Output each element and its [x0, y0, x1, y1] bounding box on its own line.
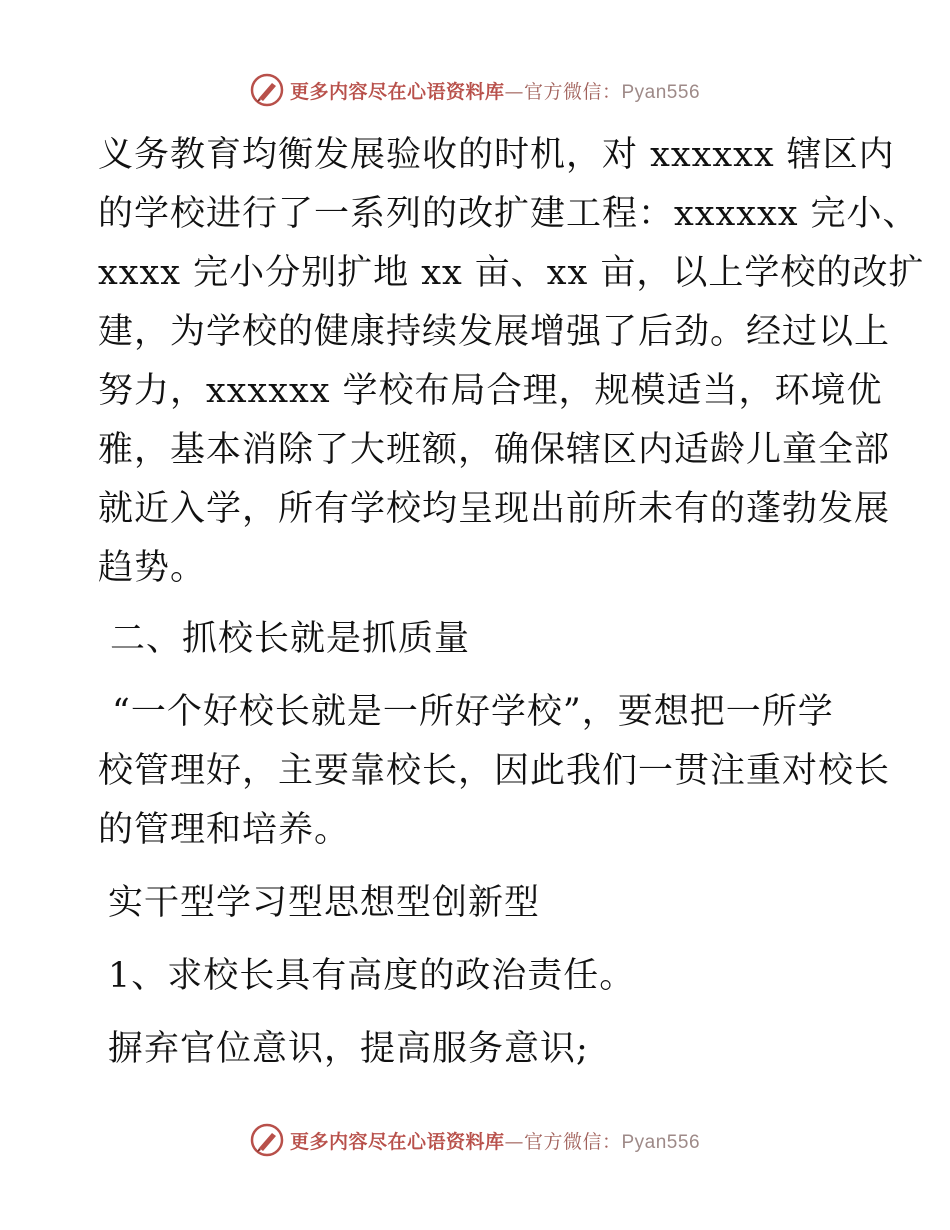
text-line: xxxx 完小分别扩地 xx 亩、xx 亩，以上学校的改扩 — [98, 253, 925, 293]
paragraph-quote — [98, 683, 891, 860]
section-heading: 二、抓校长就是抓质量 — [110, 619, 471, 659]
watermark-main: 更多内容尽在心语资料库 — [289, 1130, 505, 1153]
watermark-footer — [0, 1120, 950, 1160]
text-line: 校管理好，主要靠校长，因此我们一贯注重对校长 — [98, 751, 891, 791]
pen-logo-icon — [250, 1123, 284, 1157]
document-body — [98, 126, 925, 1079]
watermark-dash: — — [504, 1130, 524, 1153]
type-list: 实干型学习型思想型创新型 — [108, 883, 541, 923]
list-item-1: 1、求校长具有高度的政治责任。 — [108, 956, 636, 996]
text-line: 努力，xxxxxx 学校布局合理，规模适当，环境优 — [98, 371, 883, 411]
text-line: 的学校进行了一系列的改扩建工程：xxxxxx 完小、 — [98, 194, 919, 234]
watermark-wechat-id: Pyan556 — [621, 1131, 701, 1153]
text-line: 义务教育均衡发展验收的时机，对 xxxxxx 辖区内 — [98, 135, 895, 175]
watermark-wechat-id: Pyan556 — [621, 81, 701, 103]
paragraph-body — [98, 126, 925, 598]
text-line: 摒弃官位意识，提高服务意识; — [108, 1029, 589, 1069]
text-line: 的管理和培养。 — [98, 810, 351, 850]
watermark-text — [290, 1127, 700, 1154]
watermark-header — [0, 70, 950, 110]
text-line: “一个好校长就是一所好学校”，要想把一所学 — [112, 692, 834, 732]
watermark-main: 更多内容尽在心语资料库 — [289, 80, 505, 103]
text-line: 就近入学，所有学校均呈现出前所未有的蓬勃发展 — [98, 489, 891, 529]
text-line: 趋势。 — [98, 548, 207, 588]
text-line: 雅，基本消除了大班额，确保辖区内适龄儿童全部 — [98, 430, 891, 470]
watermark-wechat-label: 官方微信： — [523, 80, 622, 103]
watermark-text — [290, 77, 700, 104]
pen-logo-icon — [250, 73, 284, 107]
text-line: 建，为学校的健康持续发展增强了后劲。经过以上 — [98, 312, 891, 352]
watermark-wechat-label: 官方微信： — [523, 1130, 622, 1153]
watermark-dash: — — [504, 80, 524, 103]
